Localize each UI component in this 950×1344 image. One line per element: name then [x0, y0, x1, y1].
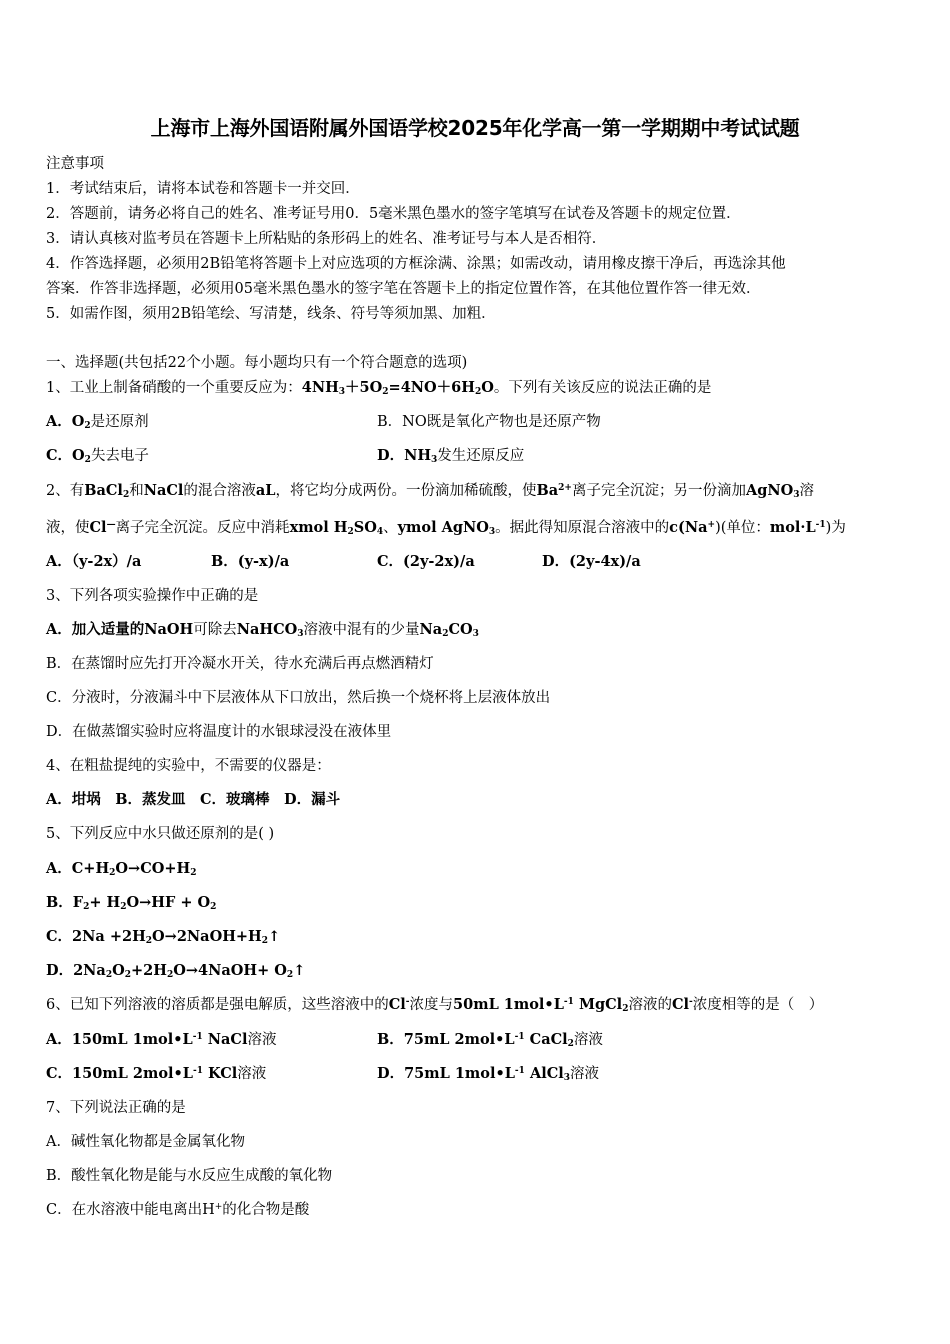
question-4-options: A．坩埚 B．蒸发皿 C．玻璃棒 D．漏斗	[46, 791, 341, 808]
notice-heading: 注意事项	[46, 156, 104, 172]
notice-item: 1．考试结束后，请将本试卷和答题卡一并交回．	[46, 181, 360, 197]
question-7-option-a: A．碱性氧化物都是金属氧化物	[46, 1134, 245, 1150]
notice-item: 答案．作答非选择题，必须用05毫米黑色墨水的签字笔在答题卡上的指定位置作答，在其他位置作答一律无效．	[46, 281, 761, 297]
question-5-option-c: C．$2Na +2H_2O\to 2NaOH+H_2↑$	[46, 928, 281, 946]
question-2-stem-line2: 液，使Cl—离子完全沉淀。反应中消耗xmol $H_2SO_4$、ymol AgNO$_3$。据此得知原混合溶液中的c(Na+)(单位：$mol\cdot L^{-1}$)为	[46, 519, 846, 537]
question-2-option-a: A．（y-2x）/a	[46, 553, 142, 570]
question-3-option-a: A．加入适量的NaOH可除去NaHCO$_3$溶液中混有的少量$Na_2CO_3$	[46, 621, 479, 639]
question-2-option-d: D．(2y-4x)/a	[542, 553, 641, 570]
question-7-option-c: C．在水溶液中能电离出H+的化合物是酸	[46, 1202, 310, 1218]
question-1-option-c: C．$O_2$失去电子	[46, 447, 149, 465]
notice-item: 2．答题前，请务必将自己的姓名、准考证号用0．5毫米黑色墨水的签字笔填写在试卷及答题卡的规定位置．	[46, 206, 741, 222]
question-4-stem: 4、在粗盐提纯的实验中，不需要的仪器是：	[46, 758, 331, 774]
question-1-option-b: B．NO既是氧化产物也是还原产物	[377, 414, 601, 430]
question-6-stem: 6、已知下列溶液的溶质都是强电解质，这些溶液中的Cl-浓度与50mL $1mol•L^{-1}$ MgCl$_2$溶液的Cl-浓度相等的是（ ）	[46, 996, 824, 1014]
question-7-option-b: B．酸性氧化物是能与水反应生成酸的氧化物	[46, 1168, 333, 1184]
notice-item: 5．如需作图，须用2B铅笔绘、写清楚，线条、符号等须加黑、加粗．	[46, 306, 496, 322]
question-1-option-a: A．$O_2$是还原剂	[46, 413, 149, 431]
question-5-option-d: D．$2Na_2O_2+2H_2O\to 4NaOH+$ $O_2↑$	[46, 962, 306, 980]
question-2-stem-line1: 2、有BaCl$_2$和NaCl的混合溶液aL，将它均分成两份。一份滴加稀硫酸，使$Ba^{2+}$离子完全沉淀；另一份滴加AgNO$_3$溶	[46, 482, 815, 500]
question-2-option-b: B．(y-x)/a	[211, 553, 290, 570]
question-6-option-c: C．150mL $2mol•L^{-1}$ KCl溶液	[46, 1065, 267, 1082]
question-1-option-d: D．$NH_3$发生还原反应	[377, 447, 525, 465]
notice-item: 3．请认真核对监考员在答题卡上所粘贴的条形码上的姓名、准考证号与本人是否相符．	[46, 231, 607, 247]
question-6-option-b: B．75mL $2mol•L^{-1}$ CaCl$_2$溶液	[377, 1031, 603, 1049]
page-title: 上海市上海外国语附属外国语学校2025年化学高一第一学期期中考试试题	[150, 116, 800, 140]
question-6-option-d: D．75mL $1mol•L^{-1}$ AlCl$_3$溶液	[377, 1065, 600, 1083]
section-heading: 一、选择题(共包括22个小题。每小题均只有一个符合题意的选项)	[46, 355, 468, 371]
question-5-option-a: A．$C+H_2O\to CO+H_2$	[46, 860, 197, 878]
question-1-stem: 1、工业上制备硝酸的一个重要反应为：$4NH_3+5O_2=4NO+6H_2O$。下列有关该反应的说法正确的是	[46, 379, 712, 397]
question-3-option-d: D．在做蒸馏实验时应将温度计的水银球浸没在液体里	[46, 724, 392, 740]
notice-item: 4．作答选择题，必须用2B铅笔将答题卡上对应选项的方框涂满、涂黑；如需改动，请用橡皮擦干净后，再选涂其他	[46, 256, 786, 272]
question-3-option-c: C．分液时，分液漏斗中下层液体从下口放出，然后换一个烧杯将上层液体放出	[46, 690, 551, 706]
question-5-option-b: B．$F_2+ H_2O\to HF + O_2$	[46, 894, 217, 912]
question-6-option-a: A．150mL $1mol•L^{-1}$ NaCl溶液	[46, 1031, 277, 1048]
question-5-stem: 5、下列反应中水只做还原剂的是( )	[46, 826, 275, 842]
question-3-stem: 3、下列各项实验操作中正确的是	[46, 588, 259, 604]
question-3-option-b: B．在蒸馏时应先打开冷凝水开关，待水充满后再点燃酒精灯	[46, 656, 434, 672]
question-2-option-c: C．(2y-2x)/a	[377, 553, 475, 570]
question-7-stem: 7、下列说法正确的是	[46, 1100, 186, 1116]
